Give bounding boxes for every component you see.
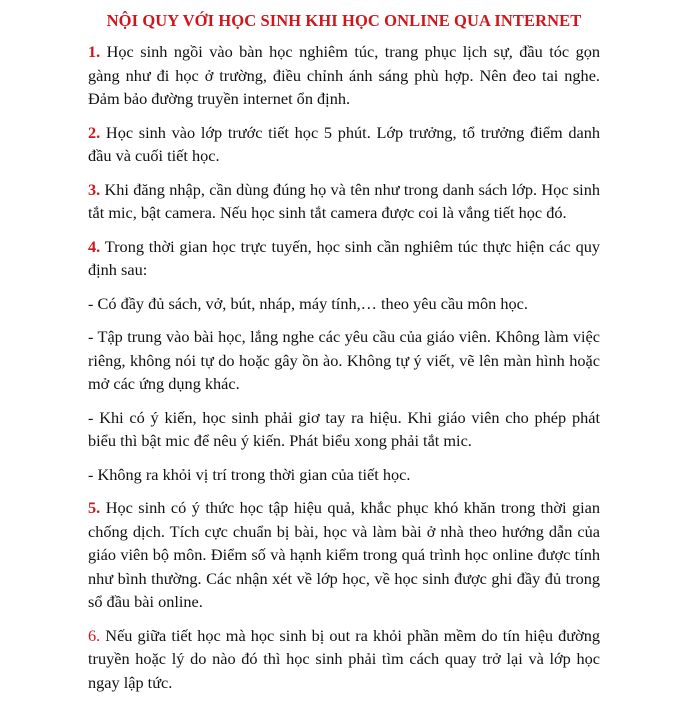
rule-text: Nếu giữa tiết học mà học sinh bị out ra khỏi phần mềm do tín hiệu đường truyền hoặc lý do nào đó thì học sinh phải tìm cách quay trở lại và lớp học ngay lập tức. [88, 625, 600, 692]
rule-text: Học sinh vào lớp trước tiết học 5 phút. Lớp trưởng, tổ trưởng điểm danh đầu và cuối tiết học. [88, 122, 600, 165]
rule-number: 3. [88, 179, 101, 199]
rule-text: Học sinh có ý thức học tập hiệu quả, khắc phục khó khăn trong thời gian chống dịch. Tích cực chuẩn bị bài, học và làm bài ở nhà theo hướng dẫn của giáo viên bộ môn. Điểm số và hạnh kiểm trong quá trình học online được tính như bình thường. Các nhận xét về lớp học, về học sinh được ghi đầy đủ trong sổ đầu bài online. [88, 498, 600, 611]
rule-text: Học sinh ngồi vào bàn học nghiêm túc, trang phục lịch sự, đầu tóc gọn gàng như đi học ở trường, điều chỉnh ánh sáng phù hợp. Nên đeo tai nghe. Đảm bảo đường truyền internet ổn định. [88, 42, 600, 108]
document-page [88, 10, 600, 704]
rule-3 [88, 178, 600, 225]
rule-number: 6. [88, 625, 101, 645]
document-title: NỘI QUY VỚI HỌC SINH KHI HỌC ONLINE QUA INTERNET [106, 11, 582, 30]
rule-6 [88, 624, 600, 695]
rule-text: Trong thời gian học trực tuyến, học sinh cần nghiêm túc thực hiện các quy định sau: [88, 236, 600, 279]
rule-text: Khi đăng nhập, cần dùng đúng họ và tên như trong danh sách lớp. Học sinh tắt mic, bật camera. Nếu học sinh tắt camera được coi là vắng tiết học đó. [88, 179, 600, 222]
rule-1 [88, 40, 600, 111]
rule-4-item-1 [88, 292, 600, 316]
rule-text: - Có đầy đủ sách, vở, bút, nháp, máy tính,… theo yêu cầu môn học. [88, 293, 528, 313]
rule-text: - Tập trung vào bài học, lắng nghe các yêu cầu của giáo viên. Không làm việc riêng, không nói tự do hoặc gây ồn ào. Không tự ý viết, vẽ lên màn hình hoặc mở các ứng dụng khác. [88, 327, 600, 393]
rule-4 [88, 235, 600, 282]
rule-number: 4. [88, 236, 101, 256]
rule-text: - Khi có ý kiến, học sinh phải giơ tay ra hiệu. Khi giáo viên cho phép phát biểu thì bật mic để nêu ý kiến. Phát biểu xong phải tắt mic. [88, 407, 600, 450]
rule-2 [88, 121, 600, 168]
rule-4-item-2 [88, 325, 600, 396]
rule-text: - Không ra khỏi vị trí trong thời gian của tiết học. [88, 464, 411, 484]
rule-4-item-4 [88, 463, 600, 487]
rule-number: 1. [88, 42, 101, 61]
rule-number: 2. [88, 122, 101, 142]
rule-5 [88, 496, 600, 614]
rule-4-item-3 [88, 406, 600, 453]
rule-number: 5. [88, 498, 101, 517]
